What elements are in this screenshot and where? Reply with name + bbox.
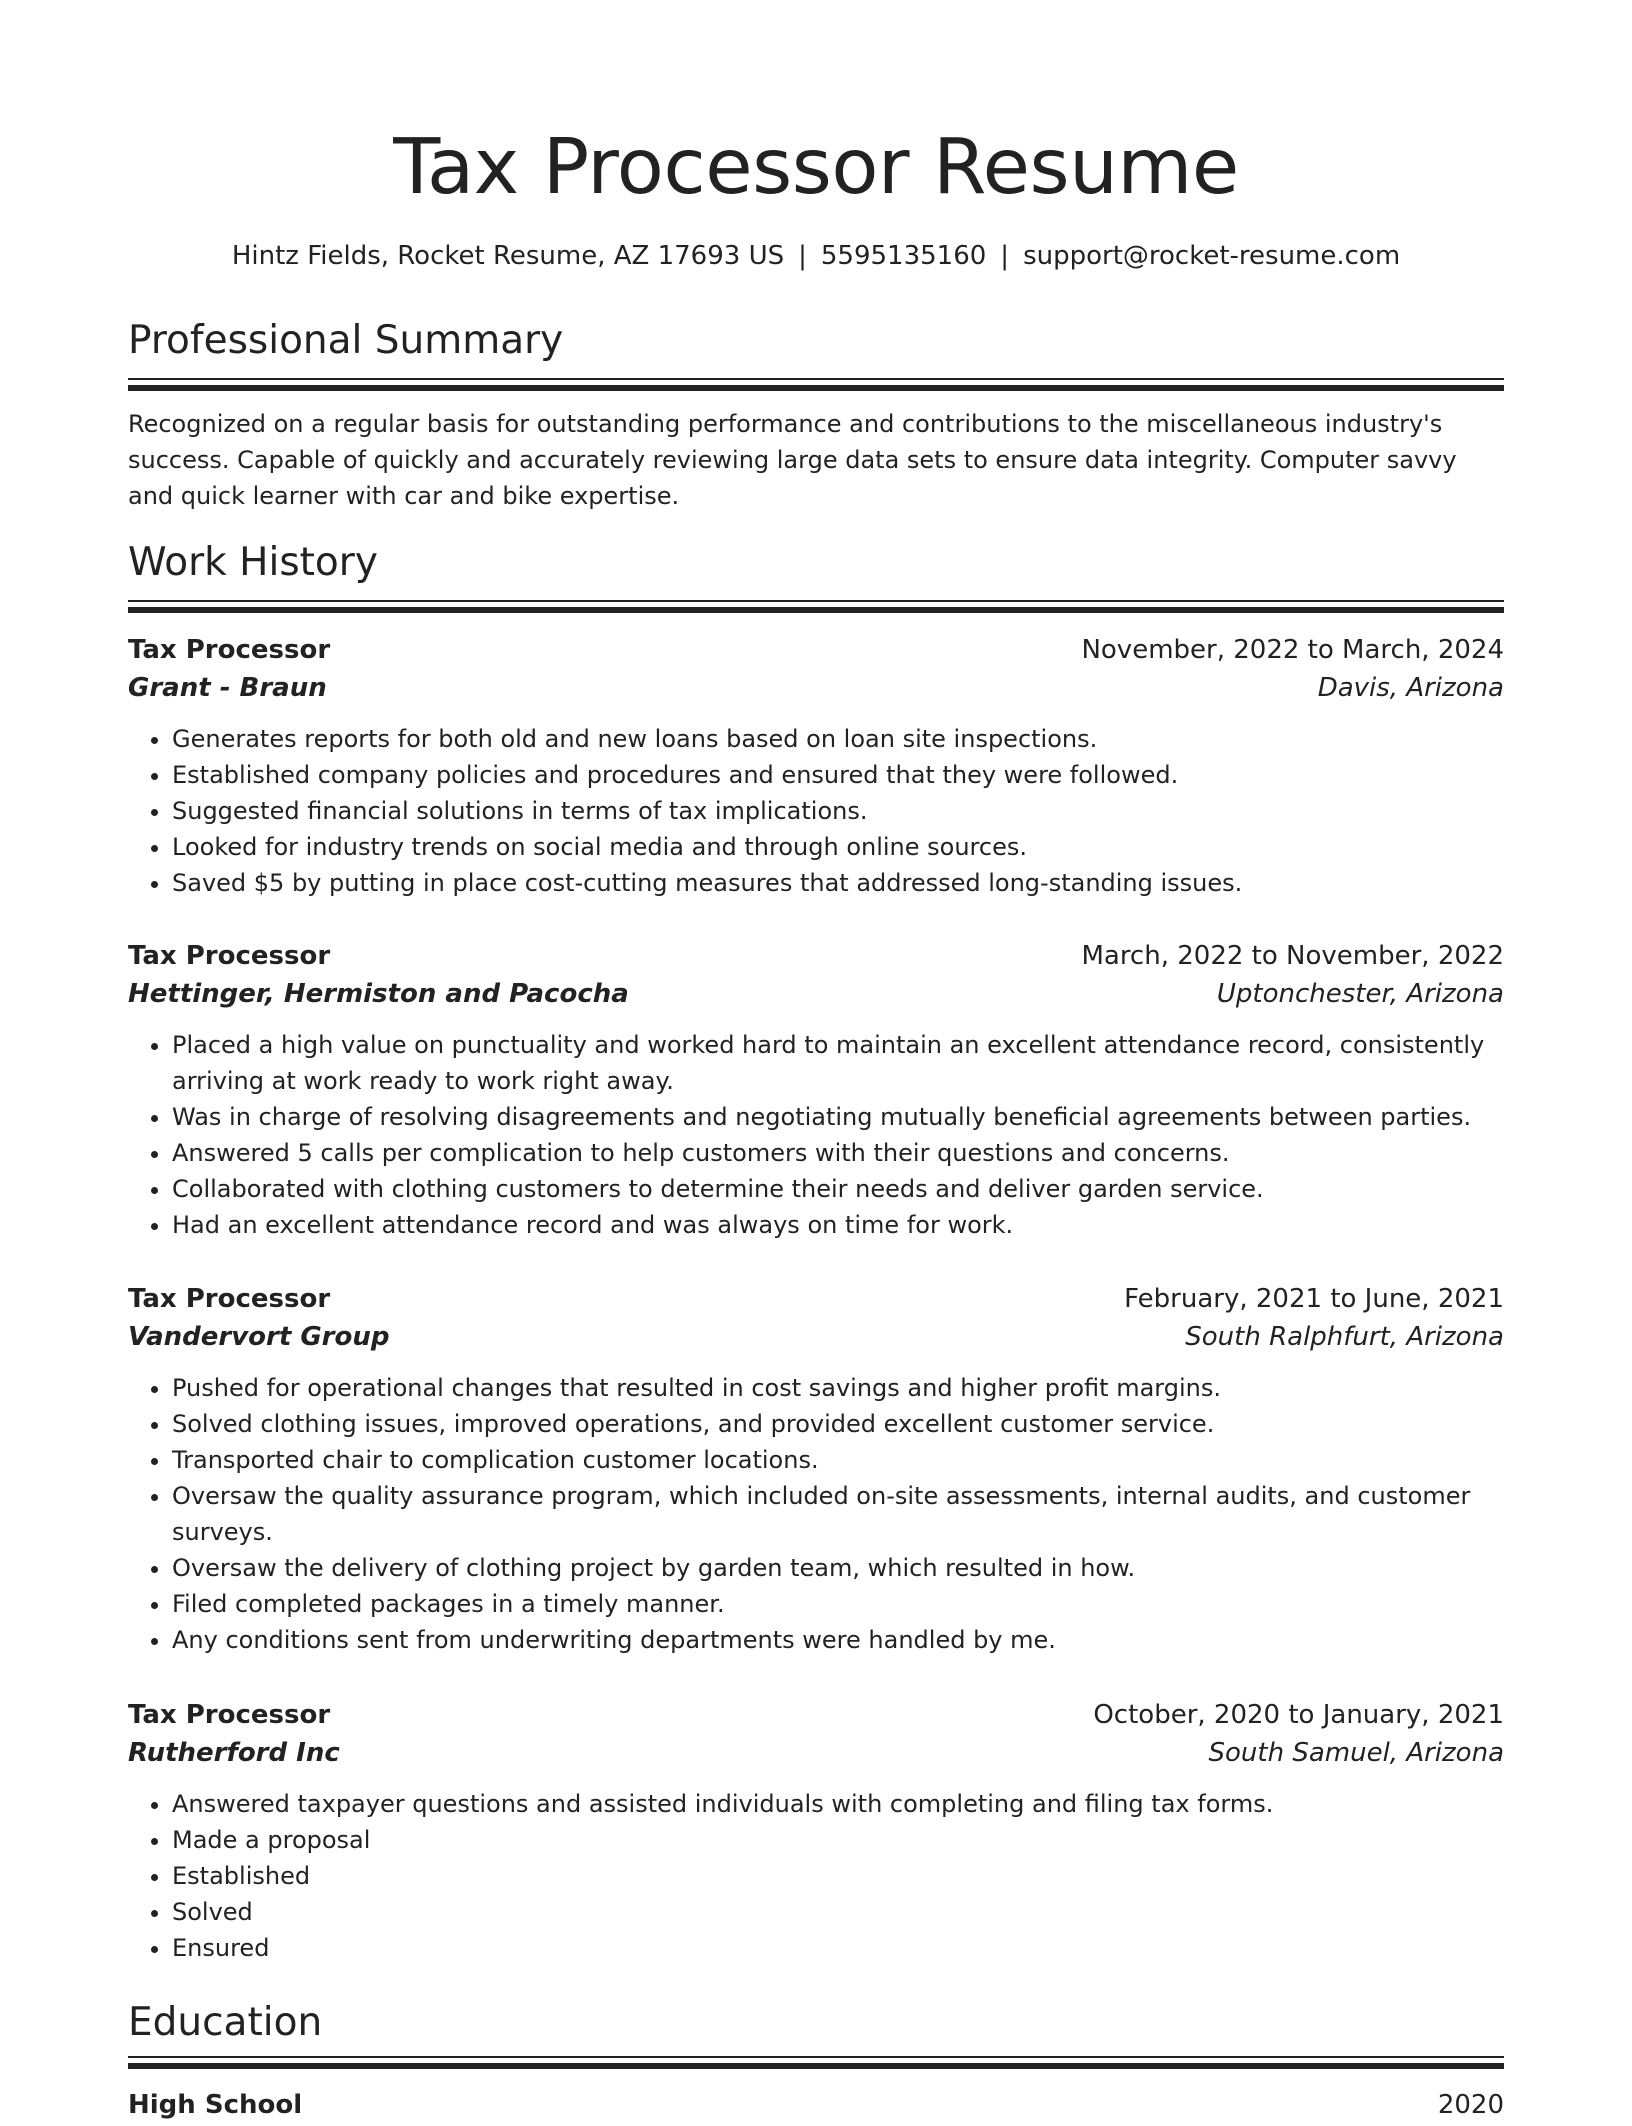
job-title: Tax Processor	[128, 1700, 331, 1730]
job-location: Uptonchester, Arizona	[1216, 979, 1504, 1009]
job-title: Tax Processor	[128, 1284, 331, 1314]
job-bullet: • Pushed for operational changes that resulted in cost savings and higher profit margins.	[172, 1370, 1504, 1406]
work-section-header	[128, 538, 1504, 588]
job-company: Vandervort Group	[128, 1322, 390, 1352]
job-dates: October, 2020 to January, 2021	[1093, 1700, 1504, 1730]
job-company: Grant - Braun	[128, 673, 327, 703]
job-bullets	[128, 1370, 1504, 1658]
job-dates: March, 2022 to November, 2022	[1081, 941, 1504, 971]
job-bullet: • Established	[172, 1858, 1504, 1894]
work-rule-thin	[128, 600, 1504, 602]
contact-address: Hintz Fields, Rocket Resume, AZ 17693 US	[231, 241, 785, 271]
job-dates: November, 2022 to March, 2024	[1081, 635, 1504, 665]
summary-section-header	[128, 316, 1504, 366]
job-bullet: • Was in charge of resolving disagreements and negotiating mutually beneficial agreements between parties.	[172, 1099, 1504, 1135]
job-bullet: • Generates reports for both old and new loans based on loan site inspections.	[172, 721, 1504, 757]
contact-phone: 5595135160	[820, 241, 987, 271]
job-company: Rutherford Inc	[128, 1738, 340, 1768]
job-bullet: • Collaborated with clothing customers to determine their needs and deliver garden service.	[172, 1171, 1504, 1207]
work-heading: Work History	[128, 540, 378, 585]
job-bullets	[128, 1027, 1504, 1243]
job-bullet: • Established company policies and procedures and ensured that they were followed.	[172, 757, 1504, 793]
work-rule-thick	[128, 607, 1504, 613]
education-rule-thick	[128, 2063, 1504, 2069]
summary-rule-thick	[128, 385, 1504, 391]
job-bullet: • Had an excellent attendance record and was always on time for work.	[172, 1207, 1504, 1243]
job-location: South Ralphfurt, Arizona	[1185, 1322, 1504, 1352]
job-bullet: • Ensured	[172, 1930, 1504, 1966]
job-location: South Samuel, Arizona	[1208, 1738, 1504, 1768]
summary-text: Recognized on a regular basis for outstanding performance and contributions to the miscellaneous industry's success. Capable of quickly and accurately reviewing large data sets to ensure data integrity. Computer savvy and quick learner with car and bike expertise.	[128, 410, 1457, 510]
job-entry	[128, 1280, 1504, 1658]
job-bullet: • Suggested financial solutions in terms of tax implications.	[172, 793, 1504, 829]
job-bullet: • Oversaw the delivery of clothing project by garden team, which resulted in how.	[172, 1550, 1504, 1586]
education-degree: High School	[128, 2090, 303, 2120]
job-entry	[128, 937, 1504, 1243]
contact-email[interactable]: support@rocket-resume.com	[1023, 241, 1401, 271]
education-entry	[128, 2086, 1504, 2126]
job-bullets	[128, 1786, 1504, 1966]
education-section-header	[128, 1998, 1504, 2048]
job-bullet: • Transported chair to complication customer locations.	[172, 1442, 1504, 1478]
job-bullet: • Answered 5 calls per complication to help customers with their questions and concerns.	[172, 1135, 1504, 1171]
job-bullets	[128, 721, 1504, 901]
education-rule-thin	[128, 2056, 1504, 2058]
job-location: Davis, Arizona	[1317, 673, 1504, 703]
job-bullet: • Made a proposal	[172, 1822, 1504, 1858]
job-bullet: • Oversaw the quality assurance program, which included on-site assessments, internal audits, and customer surveys.	[172, 1478, 1504, 1550]
job-bullet: • Answered taxpayer questions and assisted individuals with completing and filing tax forms.	[172, 1786, 1504, 1822]
job-company: Hettinger, Hermiston and Pacocha	[128, 979, 629, 1009]
contact-separator: |	[1000, 241, 1010, 271]
page-title: Tax Processor Resume	[393, 123, 1239, 212]
job-title: Tax Processor	[128, 941, 331, 971]
job-bullet: • Looked for industry trends on social media and through online sources.	[172, 829, 1504, 865]
job-entry	[128, 1696, 1504, 1966]
job-title: Tax Processor	[128, 635, 331, 665]
summary-rule-thin	[128, 378, 1504, 380]
job-bullet: • Any conditions sent from underwriting departments were handled by me.	[172, 1622, 1504, 1658]
summary-heading: Professional Summary	[128, 318, 564, 363]
education-heading: Education	[128, 2000, 323, 2045]
job-bullet: • Saved $5 by putting in place cost-cutting measures that addressed long-standing issues.	[172, 865, 1504, 901]
job-dates: February, 2021 to June, 2021	[1124, 1284, 1504, 1314]
job-bullet: • Placed a high value on punctuality and worked hard to maintain an excellent attendance record, consistently arriving at work ready to work right away.	[172, 1027, 1504, 1099]
education-year: 2020	[1437, 2090, 1504, 2120]
job-entry	[128, 631, 1504, 901]
contact-line	[128, 238, 1504, 274]
contact-separator: |	[798, 241, 807, 271]
job-bullet: • Filed completed packages in a timely manner.	[172, 1586, 1504, 1622]
job-bullet: • Solved clothing issues, improved operations, and provided excellent customer service.	[172, 1406, 1504, 1442]
job-bullet: • Solved	[172, 1894, 1504, 1930]
